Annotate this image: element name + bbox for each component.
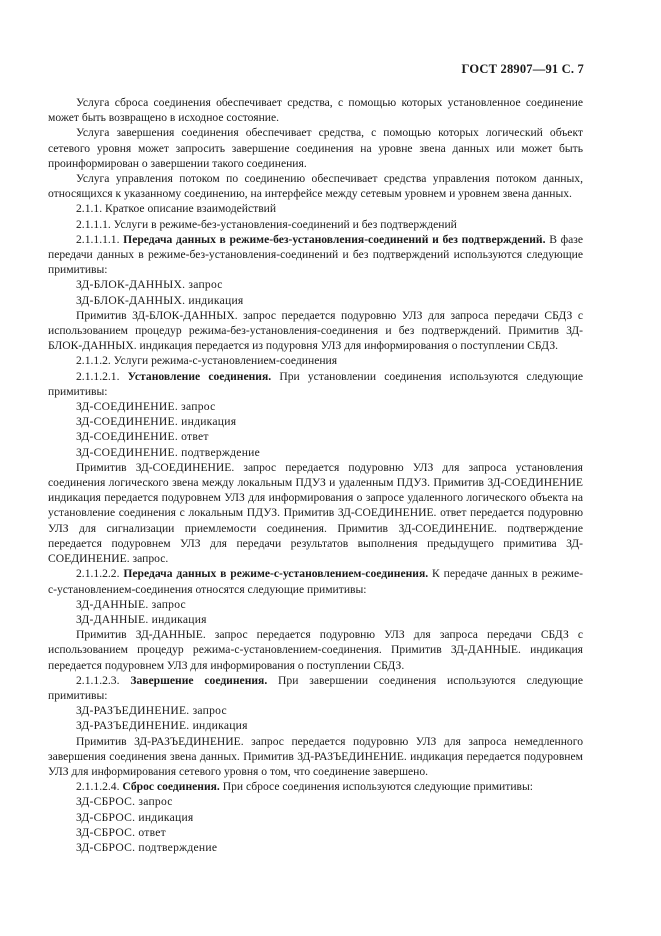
section-number: 2.1.1.2.4.: [76, 780, 123, 794]
primitive-line: ЗД-СОЕДИНЕНИЕ. запрос: [76, 400, 216, 414]
section-number: 2.1.1.2.2.: [76, 567, 124, 581]
primitive-line: ЗД-РАЗЪЕДИНЕНИЕ. запрос: [76, 704, 227, 718]
page-header: ГОСТ 28907—91 С. 7: [461, 62, 584, 76]
paragraph: Примитив ЗД-БЛОК-ДАННЫХ. запрос передается подуровню УЛЗ для запроса передачи СБДЗ с использованием процедур режима-без-установления-соединения и без подтверждений. Примитив ЗД-БЛОК-ДАННЫХ. индикация передается из подуровня УЛЗ для информирования о поступлении СБДЗ.: [48, 308, 583, 353]
primitive-line: ЗД-СБРОС. запрос: [76, 795, 173, 809]
paragraph: 2.1.1. Краткое описание взаимодействий: [76, 202, 277, 216]
section-heading: Передача данных в режиме-с-установлением-соединения.: [123, 567, 429, 581]
section-heading: Установление соединения.: [127, 369, 272, 383]
primitive-line: ЗД-СОЕДИНЕНИЕ. ответ: [76, 430, 209, 444]
primitive-line: ЗД-ДАННЫЕ. индикация: [76, 612, 207, 626]
paragraph: Услуга управления потоком по соединению обеспечивает средства управления потоком данных, относящихся к указанному соединению, на интерфейсе между сетевым уровнем и уровнем звена данных.: [48, 172, 583, 201]
primitive-line: ЗД-СОЕДИНЕНИЕ. подтверждение: [76, 445, 261, 459]
section-number: 2.1.1.2.3.: [76, 673, 131, 687]
section-heading: Сброс соединения.: [122, 780, 220, 794]
section-paragraph: [48, 566, 583, 596]
paragraph: Услуга завершения соединения обеспечивает средства, с помощью которых логический объект сетевого уровня может запросить завершение соединения на уровне звена данных или может быть проинформирован о завершении такого соединения.: [48, 126, 583, 170]
section-paragraph: [48, 232, 583, 278]
primitive-line: ЗД-СБРОС. индикация: [76, 810, 194, 824]
section-heading: Передача данных в режиме-без-установления-соединений и без подтверждений.: [123, 232, 546, 246]
primitive-line: ЗД-СБРОС. подтверждение: [76, 840, 218, 854]
section-paragraph: [48, 369, 583, 399]
primitive-line: ЗД-БЛОК-ДАННЫХ. запрос: [76, 278, 223, 292]
section-text: При сбросе соединения используются следующие примитивы:: [219, 780, 534, 794]
section-text: При завершении соединения используются следующие примитивы:: [48, 673, 583, 702]
section-number: 2.1.1.2.1.: [76, 369, 128, 383]
section-heading: Завершение соединения.: [130, 673, 268, 687]
section-paragraph: [48, 673, 583, 703]
paragraph: 2.1.1.2. Услуги режима-с-установлением-соединения: [76, 354, 338, 368]
paragraph: Примитив ЗД-РАЗЪЕДИНЕНИЕ. запрос передается подуровню УЛЗ для запроса немедленного завершения соединения звена данных. Примитив ЗД-РАЗЪЕДИНЕНИЕ. индикация передается подуровнем УЛЗ для информирования сетевого уровня о том, что соединение завершено.: [48, 734, 583, 778]
section-text: В фазе передачи данных в режиме-без-установления-соединений и без подтверждений используются следующие примитивы:: [48, 232, 584, 277]
paragraph: Примитив ЗД-СОЕДИНЕНИЕ. запрос передается подуровню УЛЗ для запроса установления соединения логического звена между локальным ПДУЗ и удаленным ПДУЗ. Примитив ЗД-СОЕДИНЕНИЕ индикация передается подуровнем УЛЗ для информирования о запросе удаленного логического объекта на установление соединения с локальным ПДУЗ. Примитив ЗД-СОЕДИНЕНИЕ. ответ передается подуровню УЛЗ для сигнализации приемлемости соединения. Примитив ЗД-СОЕДИНЕНИЕ. подтверждение передается подуровнем УЛЗ для передачи результатов выполнения предыдущего примитива ЗД-СОЕДИНЕНИЕ. запрос.: [48, 460, 583, 566]
section-number: 2.1.1.1.1.: [76, 232, 124, 246]
primitive-line: ЗД-СОЕДИНЕНИЕ. индикация: [76, 415, 237, 429]
section-paragraph: [48, 779, 583, 794]
paragraph: Примитив ЗД-ДАННЫЕ. запрос передается подуровню УЛЗ для запроса передачи СБДЗ с использованием процедур режима-с-установлением-соединения. Примитив ЗД-ДАННЫЕ. индикация передается подуровнем УЛЗ для информирования о поступлении СБДЗ.: [48, 628, 583, 672]
primitive-line: ЗД-РАЗЪЕДИНЕНИЕ. индикация: [76, 719, 248, 733]
document-body: [48, 95, 583, 855]
paragraph: Услуга сброса соединения обеспечивает средства, с помощью которых установленное соединение может быть возвращено в исходное состояние.: [48, 96, 583, 125]
section-text: При установлении соединения используются следующие примитивы:: [48, 369, 583, 398]
paragraph: 2.1.1.1. Услуги в режиме-без-установления-соединений и без подтверждений: [76, 217, 457, 231]
primitive-line: ЗД-СБРОС. ответ: [76, 825, 166, 839]
primitive-line: ЗД-ДАННЫЕ. запрос: [76, 597, 186, 611]
section-text: К передаче данных в режиме-с-установлением-соединения относятся следующие примитивы:: [48, 567, 583, 596]
primitive-line: ЗД-БЛОК-ДАННЫХ. индикация: [76, 293, 244, 307]
